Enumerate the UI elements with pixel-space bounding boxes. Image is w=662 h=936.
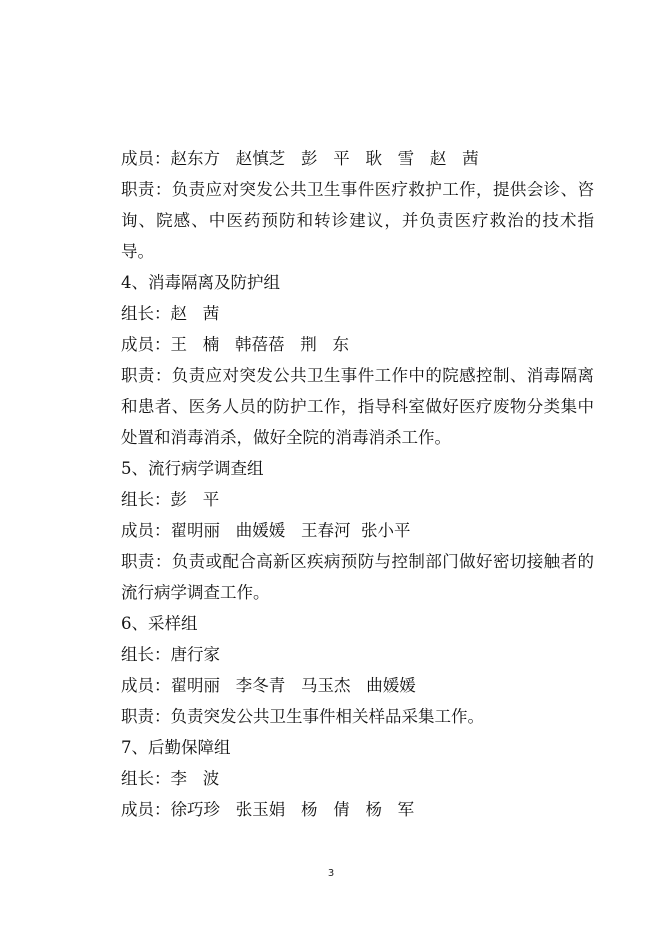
medical-group-members: 成员：赵东方 赵慎芝 彭 平 耿 雪 赵 茜 [121, 149, 479, 168]
disinfection-group-leader: 组长：赵 茜 [121, 304, 220, 323]
logistics-group-leader: 组长：李 波 [121, 769, 220, 788]
section-heading-sampling: 6、采样组 [121, 614, 198, 633]
section-heading-logistics: 7、后勤保障组 [121, 738, 231, 757]
sampling-group-duties: 职责：负责突发公共卫生事件相关样品采集工作。 [121, 707, 484, 726]
paragraph-text: 职责：负责或配合高新区疾病预防与控制部门做好密切接触者的流行病学调查工作。 [121, 552, 594, 602]
sampling-group-members: 成员：翟明丽 李冬青 马玉杰 曲媛媛 [121, 676, 416, 695]
sampling-group-leader: 组长：唐行家 [121, 645, 220, 664]
page-number: 3 [327, 868, 335, 879]
paragraph-text: 职责：负责应对突发公共卫生事件工作中的院感控制、消毒隔离和患者、医务人员的防护工作，指导科室做好医疗废物分类集中处置和消毒消杀，做好全院的消毒消杀工作。 [121, 366, 594, 447]
section-heading-epidemiology: 5、流行病学调查组 [121, 459, 264, 478]
logistics-group-members: 成员：徐巧珍 张玉娟 杨 倩 杨 军 [121, 800, 415, 819]
epidemiology-group-duties [86, 546, 594, 608]
epidemiology-group-members: 成员：翟明丽 曲媛媛 王春河 张小平 [121, 521, 411, 540]
disinfection-group-members: 成员：王 楠 韩蓓蓓 荆 东 [121, 335, 349, 354]
epidemiology-group-leader: 组长：彭 平 [121, 490, 220, 509]
document-body [86, 143, 594, 825]
paragraph-text: 职责：负责应对突发公共卫生事件医疗救护工作，提供会诊、咨询、院感、中医药预防和转诊建议，并负责医疗救治的技术指导。 [121, 180, 594, 261]
section-heading-disinfection: 4、消毒隔离及防护组 [121, 273, 280, 292]
disinfection-group-duties [86, 360, 594, 453]
medical-group-duties [86, 174, 594, 267]
